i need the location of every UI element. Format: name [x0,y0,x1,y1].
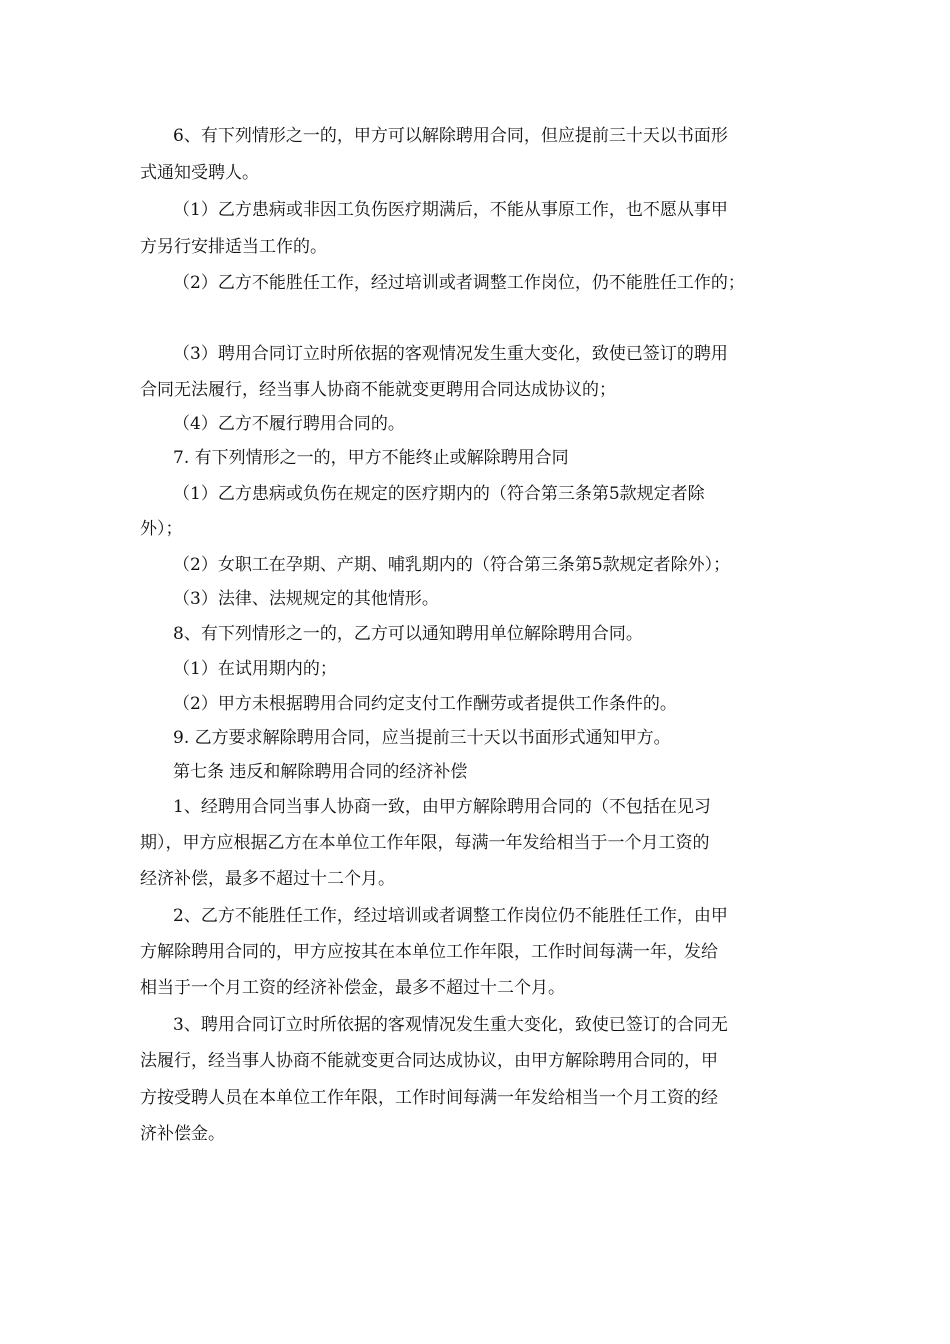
clause-6-item-1: （1）乙方患病或非因工负伤医疗期满后，不能从事原工作，也不愿从事甲 [173,200,728,220]
article-7-para-3-cont3: 济补偿金。 [140,1124,225,1144]
clause-7-text: 7. 有下列情形之一的，甲方不能终止或解除聘用合同 [173,448,569,468]
article-7-para-3: 3、聘用合同订立时所依据的客观情况发生重大变化，致使已签订的合同无 [173,1015,728,1035]
clause-6-text-cont: 式通知受聘人。 [140,163,259,183]
article-7-para-1-cont2: 经济补偿，最多不超过十二个月。 [140,869,395,889]
article-7-para-2: 2、乙方不能胜任工作，经过培训或者调整工作岗位仍不能胜任工作，由甲 [173,906,728,926]
clause-8-text: 8、有下列情形之一的，乙方可以通知聘用单位解除聘用合同。 [173,624,643,644]
clause-6-item-4: （4）乙方不履行聘用合同的。 [173,414,405,434]
article-7-para-3-cont2: 方按受聘人员在本单位工作年限，工作时间每满一年发给相当一个月工资的经 [140,1088,718,1108]
clause-7-item-1: （1）乙方患病或负伤在规定的医疗期内的（符合第三条第5款规定者除 [173,484,705,504]
clause-8-item-1: （1）在试用期内的； [173,659,337,679]
clause-6-text: 6、有下列情形之一的，甲方可以解除聘用合同，但应提前三十天以书面形 [173,126,728,146]
article-7-para-3-cont: 法履行，经当事人协商不能就变更合同达成协议，由甲方解除聘用合同的，甲 [140,1051,718,1071]
clause-7-item-3: （3）法律、法规规定的其他情形。 [173,589,439,609]
article-7-heading: 第七条 违反和解除聘用合同的经济补偿 [173,762,468,782]
clause-9-text: 9. 乙方要求解除聘用合同，应当提前三十天以书面形式通知甲方。 [173,728,671,748]
article-7-para-2-cont: 方解除聘用合同的，甲方应按其在本单位工作年限，工作时间每满一年，发给 [140,942,718,962]
article-7-para-1: 1、经聘用合同当事人协商一致，由甲方解除聘用合同的（不包括在见习 [173,797,711,817]
clause-6-item-1-cont: 方另行安排适当工作的。 [140,237,327,257]
clause-6-item-3-cont: 合同无法履行，经当事人协商不能就变更聘用合同达成协议的； [140,380,616,400]
clause-6-item-3: （3）聘用合同订立时所依据的客观情况发生重大变化，致使已签订的聘用 [173,344,728,364]
clause-6-item-2: （2）乙方不能胜任工作，经过培训或者调整工作岗位，仍不能胜任工作的； [173,273,745,293]
clause-8-item-2: （2）甲方未根据聘用合同约定支付工作酬劳或者提供工作条件的。 [173,694,677,714]
clause-7-item-2: （2）女职工在孕期、产期、哺乳期内的（符合第三条第5款规定者除外）； [173,555,731,575]
article-7-para-2-cont2: 相当于一个月工资的经济补偿金，最多不超过十二个月。 [140,978,565,998]
clause-7-item-1-cont: 外）； [140,519,183,539]
article-7-para-1-cont: 期），甲方应根据乙方在本单位工作年限，每满一年发给相当于一个月工资的 [140,833,710,853]
